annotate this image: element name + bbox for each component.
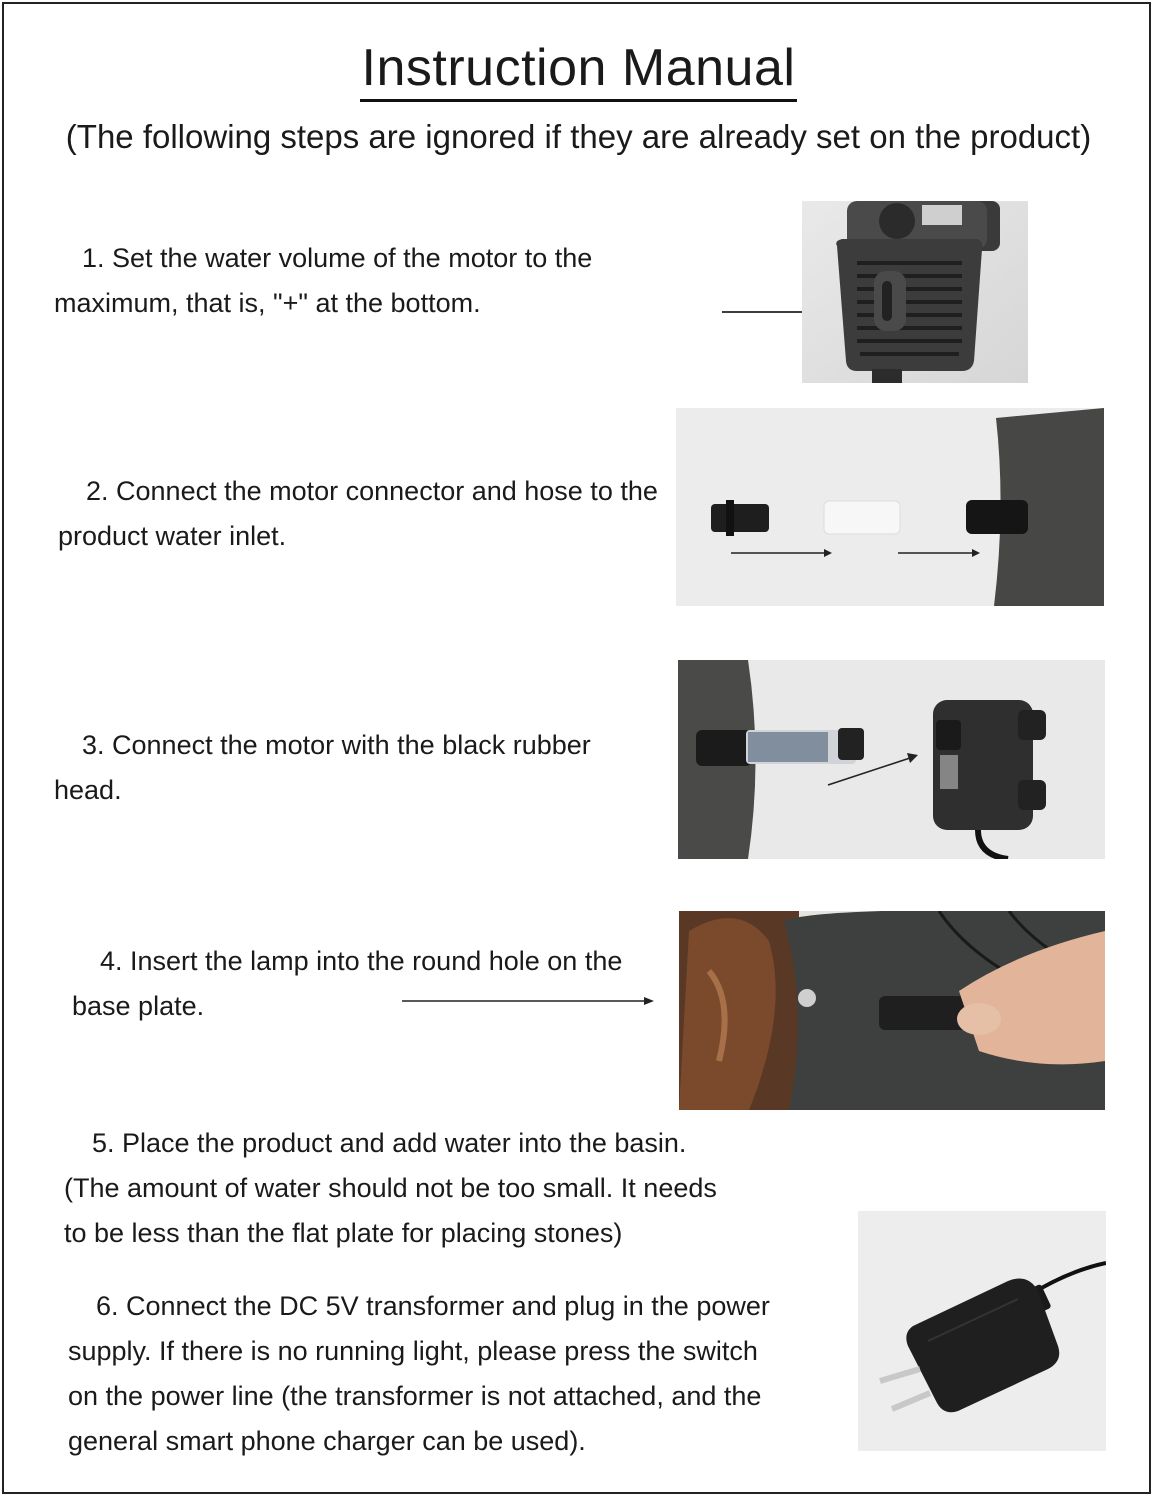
step-4-text: 4. Insert the lamp into the round hole on the base plate. (72, 946, 623, 1021)
step-5-text: 5. Place the product and add water into the basin. (The amount of water should not be too small. It needs to be less than the flat plate for placing stones) (64, 1128, 717, 1248)
step-3-text: 3. Connect the motor with the black rubber head. (54, 730, 591, 805)
motor-rubber-head-photo (678, 660, 1105, 859)
step-2-text: 2. Connect the motor connector and hose to the product water inlet. (58, 476, 658, 551)
step-6-text: 6. Connect the DC 5V transformer and plug in the power supply. If there is no running light, please press the switch on the power line (the transformer is not attached, and the general smart phone charger can be used). (68, 1291, 770, 1456)
page-title (0, 38, 1157, 98)
step-1-text: 1. Set the water volume of the motor to the maximum, that is, "+" at the bottom. (54, 243, 593, 318)
usb-charger-photo (858, 1211, 1106, 1451)
pump-motor-photo (802, 201, 1028, 383)
lamp-insert-photo (679, 911, 1105, 1110)
page-subtitle: (The following steps are ignored if they are already set on the product) (65, 118, 1092, 155)
page-title-text: Instruction Manual (360, 39, 798, 102)
connector-hose-photo (676, 408, 1104, 606)
arrow-right-icon (400, 994, 656, 1008)
